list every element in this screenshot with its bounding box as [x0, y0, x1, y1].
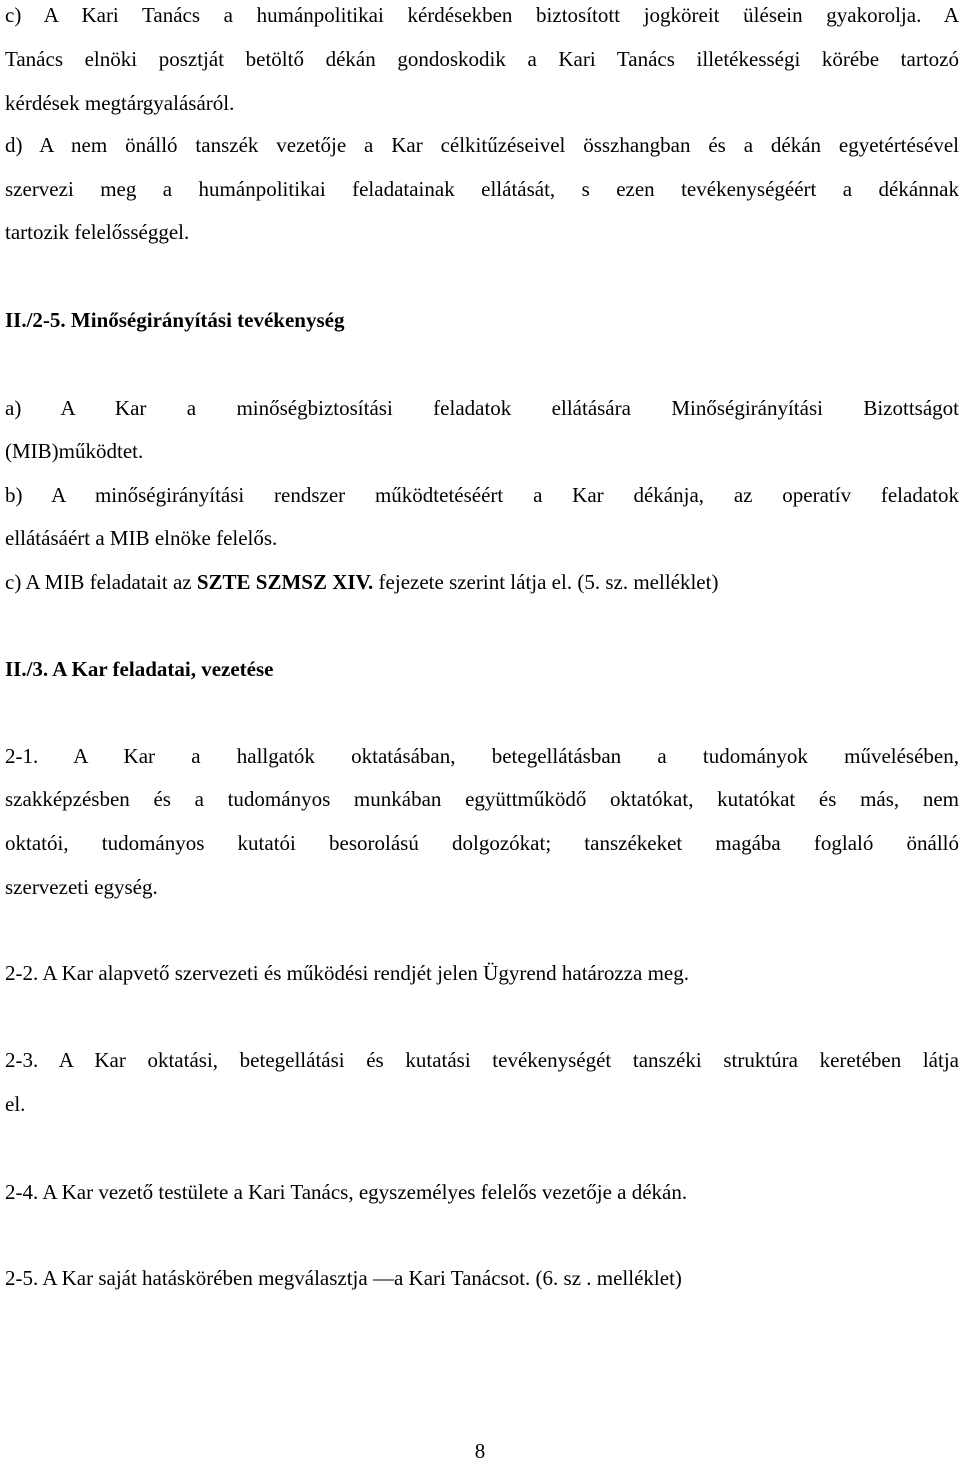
text-line: 2-4. A Kar vezető testülete a Kari Tanács, egyszemélyes felelős vezetője a dékán. — [5, 1180, 688, 1204]
text-line: el. — [5, 1092, 26, 1116]
text-line: tartozik felelősséggel. — [5, 220, 190, 244]
text-line: szakképzésben és a tudományos munkában együttműködő oktatókat, kutatókat és más, nem — [5, 787, 959, 811]
text-span: c) A MIB feladatait az — [5, 570, 197, 594]
text-line: 2-5. A Kar saját hatáskörében megválasztja —a Kari Tanácsot. (6. sz . melléklet) — [5, 1266, 682, 1290]
section-heading: II./2-5. Minőségirányítási tevékenység — [5, 308, 345, 332]
text-line — [5, 569, 959, 595]
text-line: 2-1. A Kar a hallgatók oktatásában, betegellátásban a tudományok művelésében, — [5, 744, 959, 768]
text-line: szervezeti egység. — [5, 875, 158, 899]
text-line: 2-2. A Kar alapvető szervezeti és működési rendjét jelen Ügyrend határozza meg. — [5, 961, 689, 985]
text-line: szervezi meg a humánpolitikai feladatainak ellátását, s ezen tevékenységéért a dékánnak — [5, 177, 959, 201]
bold-reference: SZTE SZMSZ XIV. — [196, 570, 374, 594]
text-line: kérdések megtárgyalásáról. — [5, 91, 235, 115]
page-number: 8 — [474, 1439, 486, 1463]
text-line: d) A nem önálló tanszék vezetője a Kar célkitűzéseivel összhangban és a dékán egyetértésével — [5, 133, 959, 157]
text-line: a) A Kar a minőségbiztosítási feladatok ellátására Minőségirányítási Bizottságot — [5, 396, 959, 420]
text-span: fejezete szerint látja el. (5. sz. melléklet) — [373, 570, 719, 594]
text-line: (MIB)működtet. — [5, 439, 144, 463]
text-line: 2-3. A Kar oktatási, betegellátási és kutatási tevékenységét tanszéki struktúra keretében látja — [5, 1048, 959, 1072]
text-line: Tanács elnöki posztját betöltő dékán gondoskodik a Kari Tanács illetékességi körébe tartozó — [5, 47, 959, 71]
section-heading: II./3. A Kar feladatai, vezetése — [5, 657, 274, 681]
text-line: ellátásáért a MIB elnöke felelős. — [5, 526, 278, 550]
text-line: c) A Kari Tanács a humánpolitikai kérdésekben biztosított jogköreit ülésein gyakorolja. A — [5, 3, 959, 27]
text-line: b) A minőségirányítási rendszer működtetéséért a Kar dékánja, az operatív feladatok — [5, 483, 959, 507]
text-line: oktatói, tudományos kutatói besorolású dolgozókat; tanszékeket magába foglaló önálló — [5, 831, 959, 855]
